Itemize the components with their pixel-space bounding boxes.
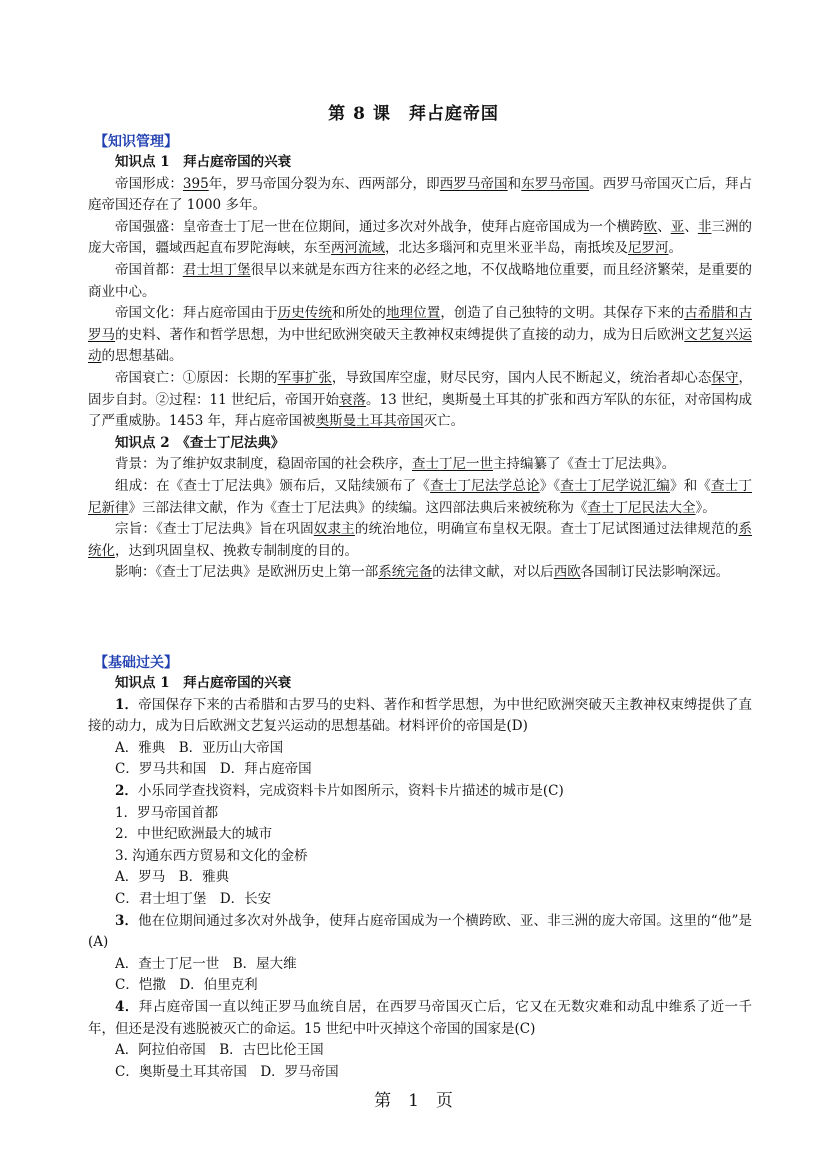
para-formation: 帝国形成：395年，罗马帝国分裂为东、西两部分，即西罗马帝国和东罗马帝国。西罗马帝国灭亡后，拜占庭帝国还存在了 1000 多年。 bbox=[88, 175, 753, 214]
para-capital: 帝国首都：君士坦丁堡很早以来就是东西方往来的必经之地，不仅战略地位重要，而且经济繁荣，是重要的商业中心。 bbox=[88, 261, 753, 300]
section-knowledge: 【知识管理】 bbox=[94, 134, 178, 150]
question-4: 4．拜占庭帝国一直以纯正罗马血统自居，在西罗马帝国灭亡后，它又在无数灾难和动乱中维系了近一千年，但还是没有逃脱被灭亡的命运。15 世纪中叶灭掉这个帝国的国家是(C) bbox=[88, 998, 752, 1037]
exercise-body bbox=[88, 673, 752, 1083]
para-influence: 影响：《查士丁尼法典》是欧洲历史上第一部系统完备的法律文献，对以后西欧各国制订民法影响深远。 bbox=[115, 564, 730, 581]
question-2-options-cd: C．君士坦丁堡 D．长安 bbox=[115, 890, 272, 907]
knowledge-point-1-heading: 知识点 1 拜占庭帝国的兴衰 bbox=[115, 154, 292, 170]
question-1: 1．帝国保存下来的古希腊和古罗马的史料、著作和哲学思想，为中世纪欧洲突破天主教神权束缚提供了直接的动力，成为日后欧洲文艺复兴运动的思想基础。材料评价的帝国是(D) bbox=[88, 696, 752, 735]
para-background: 背景：为了维护奴隶制度，稳固帝国的社会秩序，查士丁尼一世主持编纂了《查士丁尼法典》。 bbox=[115, 456, 676, 473]
question-3-options-ab: A．查士丁尼一世 B．屋大维 bbox=[115, 955, 297, 972]
question-3-options-cd: C．恺撒 D．伯里克利 bbox=[115, 977, 258, 994]
question-2: 2．小乐同学查找资料，完成资料卡片如图所示，资料卡片描述的城市是(C) bbox=[115, 782, 564, 799]
page-title: 第 8 课 拜占庭帝国 bbox=[328, 104, 499, 124]
question-4-options-ab: A．阿拉伯帝国 B．古巴比伦王国 bbox=[115, 1042, 324, 1059]
knowledge-body bbox=[88, 152, 752, 584]
question-4-options-cd: C．奥斯曼土耳其帝国 D．罗马帝国 bbox=[115, 1063, 339, 1080]
para-culture: 帝国文化：拜占庭帝国由于历史传统和所处的地理位置，创造了自己独特的文明。其保存下来的古希腊和古罗马的史料、著作和哲学思想，为中世纪欧洲突破天主教神权束缚提供了直接的动力，成为日后欧洲文艺复兴运动的思想基础。 bbox=[88, 305, 753, 365]
para-prosperity: 帝国强盛：皇帝查士丁尼一世在位期间，通过多次对外战争，使拜占庭帝国成为一个横跨欧、亚、非三洲的庞大帝国，疆域西起直布罗陀海峡，东至两河流域，北达多瑙河和克里米亚半岛，南抵埃及尼罗河。 bbox=[88, 218, 753, 257]
question-2-options-ab: A．罗马 B．雅典 bbox=[115, 869, 230, 886]
question-1-options-ab: A．雅典 B．亚历山大帝国 bbox=[115, 739, 284, 756]
exercise-point-heading: 知识点 1 拜占庭帝国的兴衰 bbox=[115, 675, 292, 691]
page-number: 第 1 页 bbox=[374, 1091, 453, 1111]
para-decline: 帝国衰亡：①原因：长期的军事扩张，导致国库空虚，财尽民穷，国内人民不断起义，统治者却心态保守，固步自封。②过程：11 世纪后，帝国开始衰落。13 世纪，奥斯曼土耳其的扩张和西方军队的东征，对帝国构成了严重威胁。1453 年，拜占庭帝国被奥斯曼土耳其帝国灭亡。 bbox=[88, 369, 753, 430]
para-aim: 宗旨：《查士丁尼法典》旨在巩固奴隶主的统治地位，明确宣布皇权无限。查士丁尼试图通过法律规范的系统化，达到巩固皇权、挽救专制制度的目的。 bbox=[88, 521, 753, 559]
info-card-line: 2．中世纪欧洲最大的城市 bbox=[115, 826, 273, 843]
section-basic: 【基础过关】 bbox=[94, 655, 178, 671]
info-card-line: 1．罗马帝国首都 bbox=[115, 804, 219, 821]
para-composition: 组成：在《查士丁尼法典》颁布后，又陆续颁布了《查士丁尼法学总论》《查士丁尼学说汇编》和《查士丁尼新律》三部法律文献，作为《查士丁尼法典》的续编。这四部法典后来被统称为《查士丁尼民法大全》。 bbox=[88, 477, 753, 516]
knowledge-point-2-heading: 知识点 2 《查士丁尼法典》 bbox=[115, 434, 285, 451]
question-3: 3．他在位期间通过多次对外战争，使拜占庭帝国成为一个横跨欧、亚、非三洲的庞大帝国。这里的“他”是(A) bbox=[88, 912, 752, 951]
question-1-options-cd: C．罗马共和国 D．拜占庭帝国 bbox=[115, 761, 312, 778]
info-card-line: 3. 沟通东西方贸易和文化的金桥 bbox=[115, 847, 308, 864]
